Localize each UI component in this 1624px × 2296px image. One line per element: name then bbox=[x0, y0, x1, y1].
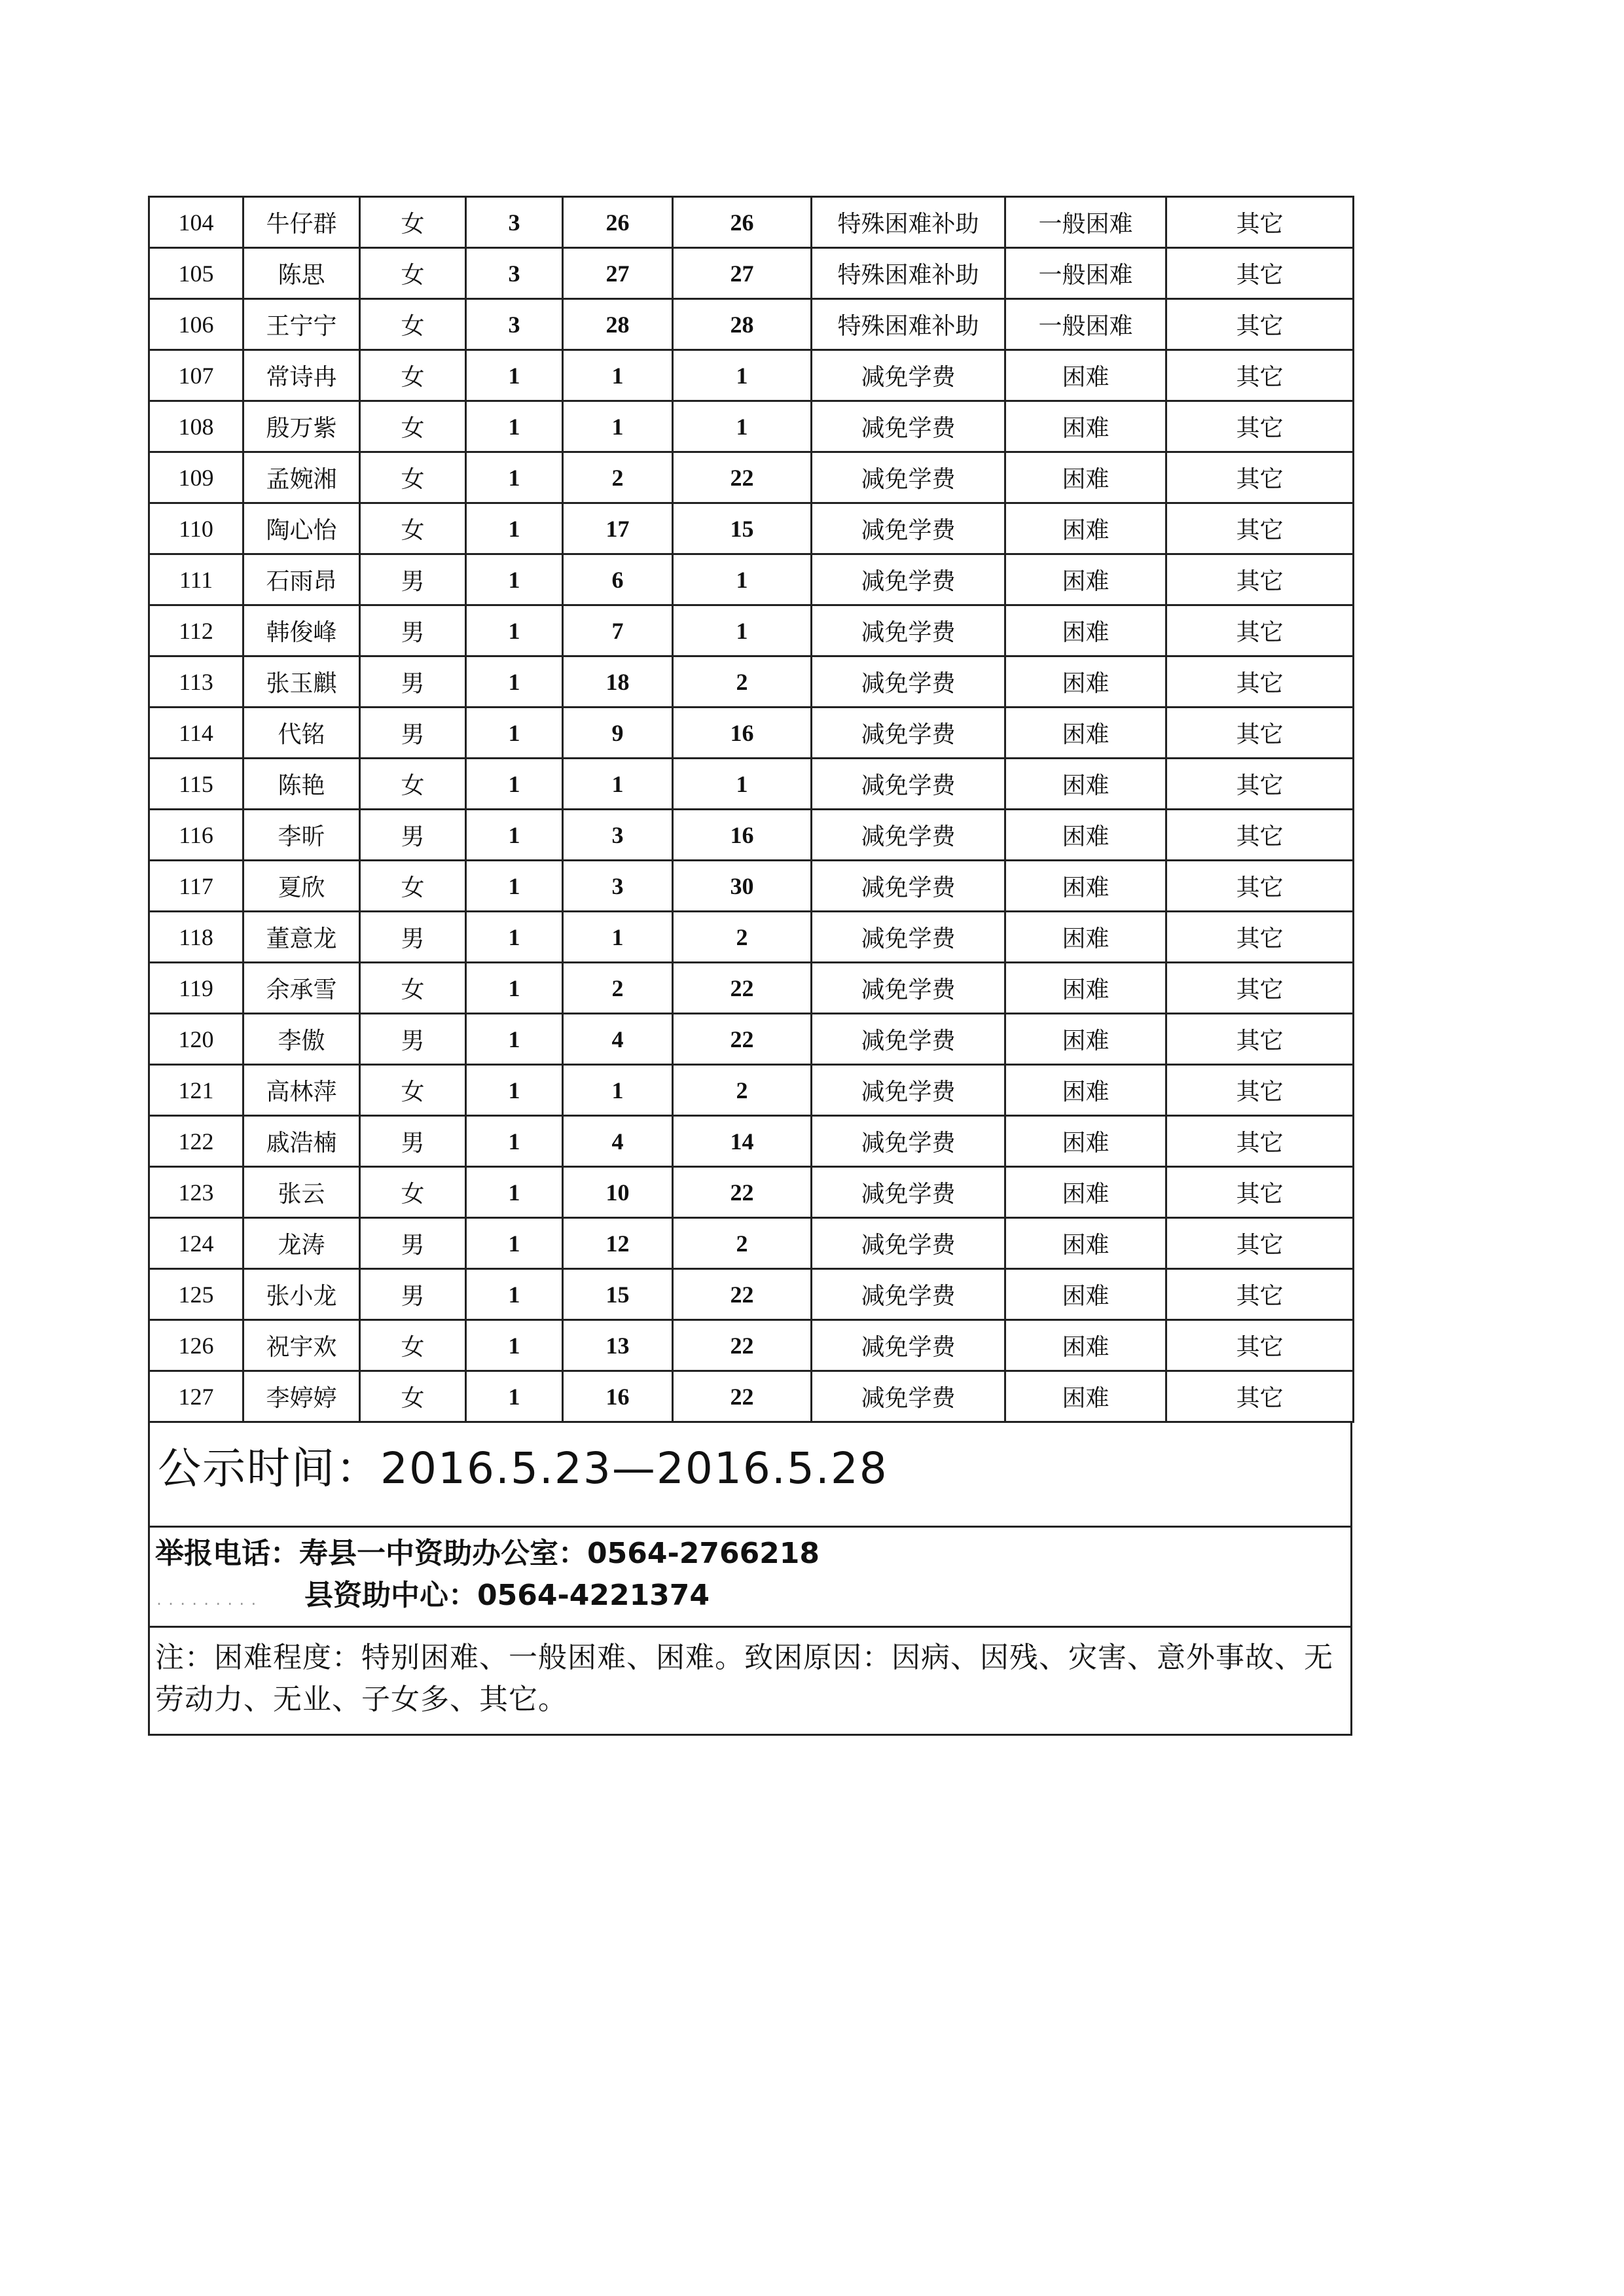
difficulty-level-cell: 困难 bbox=[1005, 861, 1166, 912]
class-cell: 12 bbox=[563, 1218, 673, 1269]
table-row bbox=[149, 656, 1354, 708]
student-name-cell: 龙涛 bbox=[244, 1218, 360, 1269]
difficulty-reason-cell: 其它 bbox=[1166, 197, 1354, 248]
seat-number-cell: 30 bbox=[673, 861, 812, 912]
gender-cell: 女 bbox=[360, 503, 466, 554]
aid-type-cell: 减免学费 bbox=[812, 759, 1005, 810]
class-cell: 3 bbox=[563, 810, 673, 861]
difficulty-level-cell: 困难 bbox=[1005, 605, 1166, 656]
grade-cell: 1 bbox=[466, 759, 563, 810]
difficulty-level-cell: 困难 bbox=[1005, 1167, 1166, 1218]
table-row bbox=[149, 1065, 1354, 1116]
class-cell: 1 bbox=[563, 759, 673, 810]
aid-type-cell: 减免学费 bbox=[812, 1218, 1005, 1269]
row-number-cell: 112 bbox=[149, 605, 244, 656]
seat-number-cell: 2 bbox=[673, 1218, 812, 1269]
difficulty-level-cell: 一般困难 bbox=[1005, 248, 1166, 299]
grade-cell: 1 bbox=[466, 912, 563, 963]
seat-number-cell: 28 bbox=[673, 299, 812, 350]
table-row bbox=[149, 861, 1354, 912]
student-name-cell: 李昕 bbox=[244, 810, 360, 861]
student-name-cell: 李婷婷 bbox=[244, 1371, 360, 1422]
difficulty-reason-cell: 其它 bbox=[1166, 503, 1354, 554]
class-cell: 15 bbox=[563, 1269, 673, 1320]
aid-type-cell: 特殊困难补助 bbox=[812, 299, 1005, 350]
grade-cell: 1 bbox=[466, 1371, 563, 1422]
grade-cell: 1 bbox=[466, 401, 563, 452]
difficulty-reason-cell: 其它 bbox=[1166, 810, 1354, 861]
difficulty-reason-cell: 其它 bbox=[1166, 963, 1354, 1014]
class-cell: 1 bbox=[563, 1065, 673, 1116]
document-sheet bbox=[148, 196, 1352, 1736]
grade-cell: 1 bbox=[466, 1218, 563, 1269]
class-cell: 16 bbox=[563, 1371, 673, 1422]
aid-type-cell: 减免学费 bbox=[812, 1320, 1005, 1371]
table-row bbox=[149, 810, 1354, 861]
difficulty-reason-cell: 其它 bbox=[1166, 759, 1354, 810]
seat-number-cell: 2 bbox=[673, 1065, 812, 1116]
report-line-2 bbox=[155, 1575, 1350, 1621]
class-cell: 3 bbox=[563, 861, 673, 912]
grade-cell: 1 bbox=[466, 1116, 563, 1167]
publicity-period-value: 2016.5.23—2016.5.28 bbox=[380, 1443, 888, 1494]
grade-cell: 1 bbox=[466, 1065, 563, 1116]
difficulty-reason-cell: 其它 bbox=[1166, 1320, 1354, 1371]
difficulty-reason-cell: 其它 bbox=[1166, 1065, 1354, 1116]
grade-cell: 1 bbox=[466, 350, 563, 401]
aid-type-cell: 减免学费 bbox=[812, 1371, 1005, 1422]
seat-number-cell: 1 bbox=[673, 350, 812, 401]
class-cell: 27 bbox=[563, 248, 673, 299]
row-number-cell: 105 bbox=[149, 248, 244, 299]
gender-cell: 男 bbox=[360, 1116, 466, 1167]
student-name-cell: 陈艳 bbox=[244, 759, 360, 810]
seat-number-cell: 22 bbox=[673, 1320, 812, 1371]
grade-cell: 3 bbox=[466, 248, 563, 299]
grade-cell: 1 bbox=[466, 1269, 563, 1320]
class-cell: 28 bbox=[563, 299, 673, 350]
row-number-cell: 121 bbox=[149, 1065, 244, 1116]
seat-number-cell: 16 bbox=[673, 708, 812, 759]
gender-cell: 女 bbox=[360, 1065, 466, 1116]
difficulty-reason-cell: 其它 bbox=[1166, 912, 1354, 963]
gender-cell: 女 bbox=[360, 963, 466, 1014]
difficulty-level-cell: 困难 bbox=[1005, 452, 1166, 503]
gender-cell: 女 bbox=[360, 1371, 466, 1422]
grade-cell: 1 bbox=[466, 1167, 563, 1218]
table-row bbox=[149, 605, 1354, 656]
row-number-cell: 114 bbox=[149, 708, 244, 759]
seat-number-cell: 1 bbox=[673, 605, 812, 656]
difficulty-reason-cell: 其它 bbox=[1166, 1116, 1354, 1167]
difficulty-level-cell: 困难 bbox=[1005, 1218, 1166, 1269]
table-row bbox=[149, 248, 1354, 299]
row-number-cell: 120 bbox=[149, 1014, 244, 1065]
table-body bbox=[149, 197, 1354, 1422]
difficulty-reason-cell: 其它 bbox=[1166, 1167, 1354, 1218]
gender-cell: 女 bbox=[360, 299, 466, 350]
aid-type-cell: 减免学费 bbox=[812, 452, 1005, 503]
student-name-cell: 常诗冉 bbox=[244, 350, 360, 401]
aid-type-cell: 减免学费 bbox=[812, 656, 1005, 708]
gender-cell: 女 bbox=[360, 452, 466, 503]
seat-number-cell: 1 bbox=[673, 401, 812, 452]
row-number-cell: 113 bbox=[149, 656, 244, 708]
aid-type-cell: 减免学费 bbox=[812, 350, 1005, 401]
difficulty-reason-cell: 其它 bbox=[1166, 861, 1354, 912]
gender-cell: 女 bbox=[360, 1167, 466, 1218]
seat-number-cell: 1 bbox=[673, 554, 812, 605]
difficulty-level-cell: 困难 bbox=[1005, 963, 1166, 1014]
table-row bbox=[149, 1116, 1354, 1167]
table-row bbox=[149, 350, 1354, 401]
student-name-cell: 殷万紫 bbox=[244, 401, 360, 452]
row-number-cell: 124 bbox=[149, 1218, 244, 1269]
gender-cell: 男 bbox=[360, 605, 466, 656]
seat-number-cell: 22 bbox=[673, 1014, 812, 1065]
report-line-2-text: 县资助中心：0564-4221374 bbox=[304, 1579, 710, 1612]
seat-number-cell: 16 bbox=[673, 810, 812, 861]
table-row bbox=[149, 759, 1354, 810]
table-row bbox=[149, 401, 1354, 452]
table-row bbox=[149, 299, 1354, 350]
difficulty-reason-cell: 其它 bbox=[1166, 248, 1354, 299]
difficulty-level-cell: 困难 bbox=[1005, 350, 1166, 401]
student-name-cell: 孟婉湘 bbox=[244, 452, 360, 503]
gender-cell: 男 bbox=[360, 554, 466, 605]
difficulty-level-cell: 困难 bbox=[1005, 401, 1166, 452]
difficulty-reason-cell: 其它 bbox=[1166, 401, 1354, 452]
class-cell: 2 bbox=[563, 963, 673, 1014]
table-row bbox=[149, 1269, 1354, 1320]
class-cell: 26 bbox=[563, 197, 673, 248]
difficulty-level-cell: 困难 bbox=[1005, 554, 1166, 605]
difficulty-level-cell: 困难 bbox=[1005, 1269, 1166, 1320]
class-cell: 2 bbox=[563, 452, 673, 503]
difficulty-level-cell: 困难 bbox=[1005, 708, 1166, 759]
difficulty-reason-cell: 其它 bbox=[1166, 708, 1354, 759]
footnote: 注：困难程度：特别困难、一般困难、困难。致困原因：因病、因残、灾害、意外事故、无劳动力、无业、子女多、其它。 bbox=[155, 1641, 1333, 1716]
difficulty-reason-cell: 其它 bbox=[1166, 656, 1354, 708]
aid-type-cell: 减免学费 bbox=[812, 708, 1005, 759]
aid-list-table bbox=[148, 196, 1354, 1423]
class-cell: 18 bbox=[563, 656, 673, 708]
difficulty-reason-cell: 其它 bbox=[1166, 605, 1354, 656]
report-hotline bbox=[150, 1528, 1350, 1628]
aid-type-cell: 减免学费 bbox=[812, 503, 1005, 554]
seat-number-cell: 1 bbox=[673, 759, 812, 810]
seat-number-cell: 26 bbox=[673, 197, 812, 248]
grade-cell: 1 bbox=[466, 1320, 563, 1371]
row-number-cell: 125 bbox=[149, 1269, 244, 1320]
difficulty-level-cell: 困难 bbox=[1005, 503, 1166, 554]
student-name-cell: 陈思 bbox=[244, 248, 360, 299]
student-name-cell: 高林萍 bbox=[244, 1065, 360, 1116]
gender-cell: 女 bbox=[360, 350, 466, 401]
table-footer bbox=[148, 1423, 1352, 1736]
difficulty-reason-cell: 其它 bbox=[1166, 1371, 1354, 1422]
aid-type-cell: 减免学费 bbox=[812, 1065, 1005, 1116]
student-name-cell: 陶心怡 bbox=[244, 503, 360, 554]
row-number-cell: 110 bbox=[149, 503, 244, 554]
aid-type-cell: 减免学费 bbox=[812, 810, 1005, 861]
aid-type-cell: 减免学费 bbox=[812, 861, 1005, 912]
student-name-cell: 戚浩楠 bbox=[244, 1116, 360, 1167]
aid-type-cell: 特殊困难补助 bbox=[812, 197, 1005, 248]
class-cell: 4 bbox=[563, 1116, 673, 1167]
seat-number-cell: 14 bbox=[673, 1116, 812, 1167]
student-name-cell: 韩俊峰 bbox=[244, 605, 360, 656]
gender-cell: 男 bbox=[360, 1014, 466, 1065]
aid-type-cell: 减免学费 bbox=[812, 1167, 1005, 1218]
student-name-cell: 张小龙 bbox=[244, 1269, 360, 1320]
report-line-1-text: 寿县一中资助办公室：0564-2766218 bbox=[299, 1537, 820, 1570]
class-cell: 6 bbox=[563, 554, 673, 605]
aid-type-cell: 减免学费 bbox=[812, 1269, 1005, 1320]
aid-type-cell: 减免学费 bbox=[812, 554, 1005, 605]
row-number-cell: 116 bbox=[149, 810, 244, 861]
gender-cell: 男 bbox=[360, 912, 466, 963]
table-row bbox=[149, 452, 1354, 503]
class-cell: 10 bbox=[563, 1167, 673, 1218]
class-cell: 7 bbox=[563, 605, 673, 656]
row-number-cell: 118 bbox=[149, 912, 244, 963]
difficulty-level-cell: 困难 bbox=[1005, 759, 1166, 810]
publicity-period-label: 公示时间： bbox=[158, 1443, 380, 1494]
grade-cell: 1 bbox=[466, 656, 563, 708]
difficulty-level-cell: 一般困难 bbox=[1005, 197, 1166, 248]
class-cell: 17 bbox=[563, 503, 673, 554]
gender-cell: 男 bbox=[360, 1269, 466, 1320]
row-number-cell: 117 bbox=[149, 861, 244, 912]
gender-cell: 男 bbox=[360, 1218, 466, 1269]
difficulty-reason-cell: 其它 bbox=[1166, 1014, 1354, 1065]
grade-cell: 1 bbox=[466, 708, 563, 759]
grade-cell: 1 bbox=[466, 554, 563, 605]
seat-number-cell: 15 bbox=[673, 503, 812, 554]
student-name-cell: 张玉麒 bbox=[244, 656, 360, 708]
difficulty-level-cell: 困难 bbox=[1005, 1371, 1166, 1422]
student-name-cell: 李傲 bbox=[244, 1014, 360, 1065]
dotted-leader: ......... bbox=[155, 1592, 262, 1608]
class-cell: 1 bbox=[563, 350, 673, 401]
table-row bbox=[149, 1014, 1354, 1065]
publicity-period bbox=[150, 1423, 1350, 1528]
difficulty-level-cell: 困难 bbox=[1005, 1065, 1166, 1116]
gender-cell: 女 bbox=[360, 1320, 466, 1371]
difficulty-level-cell: 困难 bbox=[1005, 1320, 1166, 1371]
aid-type-cell: 减免学费 bbox=[812, 912, 1005, 963]
student-name-cell: 牛仔群 bbox=[244, 197, 360, 248]
class-cell: 9 bbox=[563, 708, 673, 759]
row-number-cell: 111 bbox=[149, 554, 244, 605]
seat-number-cell: 22 bbox=[673, 1269, 812, 1320]
gender-cell: 女 bbox=[360, 197, 466, 248]
seat-number-cell: 22 bbox=[673, 1371, 812, 1422]
difficulty-level-cell: 一般困难 bbox=[1005, 299, 1166, 350]
table-row bbox=[149, 963, 1354, 1014]
grade-cell: 1 bbox=[466, 503, 563, 554]
row-number-cell: 119 bbox=[149, 963, 244, 1014]
difficulty-reason-cell: 其它 bbox=[1166, 299, 1354, 350]
table-row bbox=[149, 708, 1354, 759]
row-number-cell: 106 bbox=[149, 299, 244, 350]
student-name-cell: 石雨昂 bbox=[244, 554, 360, 605]
seat-number-cell: 22 bbox=[673, 1167, 812, 1218]
grade-cell: 1 bbox=[466, 963, 563, 1014]
difficulty-reason-cell: 其它 bbox=[1166, 452, 1354, 503]
aid-type-cell: 减免学费 bbox=[812, 1116, 1005, 1167]
grade-cell: 3 bbox=[466, 299, 563, 350]
difficulty-level-cell: 困难 bbox=[1005, 810, 1166, 861]
row-number-cell: 123 bbox=[149, 1167, 244, 1218]
table-row bbox=[149, 1167, 1354, 1218]
difficulty-level-cell: 困难 bbox=[1005, 656, 1166, 708]
table-row bbox=[149, 554, 1354, 605]
row-number-cell: 104 bbox=[149, 197, 244, 248]
table-row bbox=[149, 1320, 1354, 1371]
gender-cell: 男 bbox=[360, 810, 466, 861]
grade-cell: 1 bbox=[466, 861, 563, 912]
gender-cell: 女 bbox=[360, 759, 466, 810]
table-row bbox=[149, 1218, 1354, 1269]
student-name-cell: 夏欣 bbox=[244, 861, 360, 912]
difficulty-level-cell: 困难 bbox=[1005, 912, 1166, 963]
difficulty-level-cell: 困难 bbox=[1005, 1014, 1166, 1065]
report-line-1 bbox=[155, 1533, 1350, 1575]
student-name-cell: 祝宇欢 bbox=[244, 1320, 360, 1371]
row-number-cell: 127 bbox=[149, 1371, 244, 1422]
difficulty-reason-cell: 其它 bbox=[1166, 350, 1354, 401]
student-name-cell: 代铭 bbox=[244, 708, 360, 759]
grade-cell: 1 bbox=[466, 1014, 563, 1065]
row-number-cell: 109 bbox=[149, 452, 244, 503]
report-label: 举报电话： bbox=[155, 1537, 299, 1570]
grade-cell: 1 bbox=[466, 810, 563, 861]
row-number-cell: 115 bbox=[149, 759, 244, 810]
gender-cell: 男 bbox=[360, 656, 466, 708]
seat-number-cell: 22 bbox=[673, 452, 812, 503]
seat-number-cell: 2 bbox=[673, 656, 812, 708]
row-number-cell: 122 bbox=[149, 1116, 244, 1167]
student-name-cell: 余承雪 bbox=[244, 963, 360, 1014]
seat-number-cell: 2 bbox=[673, 912, 812, 963]
difficulty-reason-cell: 其它 bbox=[1166, 1218, 1354, 1269]
aid-type-cell: 减免学费 bbox=[812, 963, 1005, 1014]
row-number-cell: 108 bbox=[149, 401, 244, 452]
class-cell: 1 bbox=[563, 401, 673, 452]
table-row bbox=[149, 912, 1354, 963]
seat-number-cell: 27 bbox=[673, 248, 812, 299]
grade-cell: 3 bbox=[466, 197, 563, 248]
table-row bbox=[149, 503, 1354, 554]
aid-type-cell: 减免学费 bbox=[812, 605, 1005, 656]
gender-cell: 男 bbox=[360, 708, 466, 759]
gender-cell: 女 bbox=[360, 861, 466, 912]
gender-cell: 女 bbox=[360, 248, 466, 299]
class-cell: 1 bbox=[563, 912, 673, 963]
class-cell: 13 bbox=[563, 1320, 673, 1371]
difficulty-reason-cell: 其它 bbox=[1166, 1269, 1354, 1320]
class-cell: 4 bbox=[563, 1014, 673, 1065]
grade-cell: 1 bbox=[466, 452, 563, 503]
gender-cell: 女 bbox=[360, 401, 466, 452]
table-row bbox=[149, 197, 1354, 248]
aid-type-cell: 减免学费 bbox=[812, 1014, 1005, 1065]
row-number-cell: 126 bbox=[149, 1320, 244, 1371]
grade-cell: 1 bbox=[466, 605, 563, 656]
table-row bbox=[149, 1371, 1354, 1422]
student-name-cell: 张云 bbox=[244, 1167, 360, 1218]
row-number-cell: 107 bbox=[149, 350, 244, 401]
difficulty-level-cell: 困难 bbox=[1005, 1116, 1166, 1167]
difficulty-reason-cell: 其它 bbox=[1166, 554, 1354, 605]
aid-type-cell: 特殊困难补助 bbox=[812, 248, 1005, 299]
student-name-cell: 董意龙 bbox=[244, 912, 360, 963]
student-name-cell: 王宁宁 bbox=[244, 299, 360, 350]
seat-number-cell: 22 bbox=[673, 963, 812, 1014]
aid-type-cell: 减免学费 bbox=[812, 401, 1005, 452]
